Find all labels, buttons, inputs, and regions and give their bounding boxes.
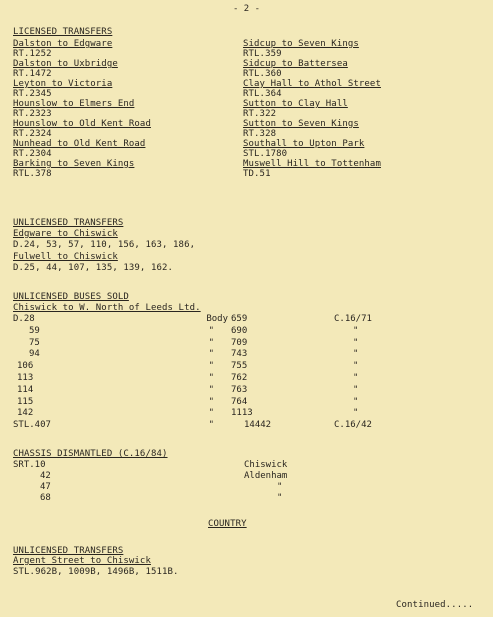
sold-chassis: STL.407 <box>13 420 51 431</box>
sold-code: C.16/71 <box>334 314 372 324</box>
sold-code: " <box>353 361 359 372</box>
transfer-vehicle: RTL.359 <box>243 49 282 59</box>
buses-sold-code-column <box>334 314 394 432</box>
sold-chassis: 114 <box>17 384 34 395</box>
transfer-vehicles: D.25, 44, 107, 135, 139, 162. <box>13 263 174 273</box>
transfer-entry <box>243 39 381 59</box>
dismantled-chassis-column <box>13 460 73 504</box>
dismantled-chassis: 42 <box>40 471 51 481</box>
transfer-route: Muswell Hill to Tottenham <box>243 159 381 169</box>
dismantled-location-column <box>244 460 334 504</box>
transfer-route: Nunhead to Old Kent Road <box>13 139 146 149</box>
dismantled-chassis: SRT.10 <box>13 460 46 470</box>
transfer-vehicle: RT.2345 <box>13 89 52 99</box>
transfer-entry <box>13 59 151 79</box>
sold-body-label: " <box>208 361 214 372</box>
country-transfer-route: Argent Street to Chiswick <box>13 556 151 566</box>
transfer-vehicle: RT.1472 <box>13 69 52 79</box>
licensed-transfers-right <box>243 39 381 179</box>
licensed-transfers-heading: LICENSED TRANSFERS <box>13 27 113 37</box>
sold-body-number: 763 <box>231 384 248 395</box>
unlicensed-transfers-heading: UNLICENSED TRANSFERS <box>13 218 124 228</box>
sold-body-number: 762 <box>231 372 248 383</box>
sold-chassis: 59 <box>29 325 40 336</box>
sold-body-number: 755 <box>231 361 248 372</box>
sold-chassis: 115 <box>17 396 34 407</box>
sold-body-number: 743 <box>231 349 248 360</box>
transfer-vehicle: STL.1780 <box>243 149 288 159</box>
transfer-vehicle: TD.51 <box>243 169 271 179</box>
country-heading: COUNTRY <box>208 519 247 529</box>
sold-body-number: 764 <box>231 396 248 407</box>
transfer-entry <box>243 119 381 139</box>
transfer-vehicle: RT.1252 <box>13 49 52 59</box>
sold-body-label: " <box>208 337 214 348</box>
transfer-vehicle: RT.2323 <box>13 109 52 119</box>
transfer-route: Barking to Seven Kings <box>13 159 135 169</box>
sold-chassis: 142 <box>17 408 34 419</box>
country-transfer-vehicles: STL.962B, 1009B, 1496B, 1511B. <box>13 567 179 577</box>
dismantled-location: Aldenham <box>244 471 288 481</box>
transfer-route: Leyton to Victoria <box>13 79 113 89</box>
sold-body-number: 690 <box>231 325 248 336</box>
transfer-route: Sutton to Seven Kings <box>243 119 359 129</box>
transfer-route: Sidcup to Battersea <box>243 59 348 69</box>
transfer-entry <box>13 39 151 59</box>
transfer-vehicle: RT.2324 <box>13 129 52 139</box>
buses-sold-chassis-column <box>13 314 73 432</box>
transfer-route: Southall to Upton Park <box>243 139 365 149</box>
sold-body-number: 14442 <box>244 420 272 431</box>
buses-sold-subheading: Chiswick to W. North of Leeds Ltd. <box>13 303 201 313</box>
sold-body-number: 1113 <box>231 408 253 419</box>
buses-sold-body-column <box>231 314 281 432</box>
sold-body-label: " <box>208 372 214 383</box>
sold-code: " <box>353 337 359 348</box>
continued-note: Continued..... <box>396 600 474 610</box>
transfer-route: Dalston to Edgware <box>13 39 113 49</box>
transfer-entry <box>243 59 381 79</box>
transfer-vehicle: RT.328 <box>243 129 277 139</box>
unlicensed-transfers-list <box>13 229 195 273</box>
sold-body-label: " <box>208 384 214 395</box>
sold-chassis: D.28 <box>13 314 35 324</box>
transfer-entry <box>243 139 381 159</box>
sold-chassis: 106 <box>17 361 34 372</box>
buses-sold-label-column <box>196 314 228 432</box>
transfer-vehicle: RT.2304 <box>13 149 52 159</box>
transfer-route: Hounslow to Elmers End <box>13 99 135 109</box>
sold-chassis: 94 <box>29 349 40 360</box>
transfer-entry <box>13 79 151 99</box>
chassis-dismantled-heading: CHASSIS DISMANTLED (C.16/84) <box>13 449 168 459</box>
sold-body-number: 709 <box>231 337 248 348</box>
sold-code: " <box>353 372 359 383</box>
country-unlicensed-heading: UNLICENSED TRANSFERS <box>13 546 124 556</box>
sold-body-label: Body <box>206 314 228 324</box>
transfer-entry <box>13 99 151 119</box>
transfer-vehicles: D.24, 53, 57, 110, 156, 163, 186, <box>13 240 196 250</box>
transfer-entry <box>13 139 151 159</box>
sold-code: " <box>353 408 359 419</box>
sold-chassis: 75 <box>29 337 40 348</box>
sold-body-label: " <box>208 408 214 419</box>
sold-body-label: " <box>208 325 214 336</box>
sold-code: " <box>353 349 359 360</box>
transfer-entry <box>13 119 151 139</box>
sold-code: C.16/42 <box>334 420 372 431</box>
sold-body-label: " <box>208 420 214 431</box>
transfer-entry <box>243 99 381 119</box>
transfer-route: Clay Hall to Athol Street <box>243 79 381 89</box>
transfer-entry <box>243 159 381 179</box>
page-number: - 2 - <box>232 4 261 14</box>
dismantled-location: " <box>277 482 283 492</box>
sold-body-number: 659 <box>231 314 248 324</box>
sold-chassis: 113 <box>17 372 34 383</box>
transfer-route: Sutton to Clay Hall <box>243 99 348 109</box>
sold-code: " <box>353 396 359 407</box>
buses-sold-heading: UNLICENSED BUSES SOLD <box>13 292 129 302</box>
transfer-vehicle: RTL.364 <box>243 89 282 99</box>
sold-code: " <box>353 325 359 336</box>
transfer-vehicle: RT.322 <box>243 109 277 119</box>
dismantled-chassis: 68 <box>40 493 51 503</box>
transfer-route: Sidcup to Seven Kings <box>243 39 359 49</box>
transfer-vehicle: RTL.378 <box>13 169 52 179</box>
transfer-entry <box>13 159 151 179</box>
sold-body-label: " <box>208 396 214 407</box>
dismantled-location: " <box>277 493 283 503</box>
licensed-transfers-left <box>13 39 151 179</box>
transfer-vehicle: RTL.360 <box>243 69 282 79</box>
transfer-route: Hounslow to Old Kent Road <box>13 119 151 129</box>
dismantled-location: Chiswick <box>244 460 288 470</box>
transfer-route: Dalston to Uxbridge <box>13 59 118 69</box>
transfer-route: Edgware to Chiswick <box>13 229 118 239</box>
sold-code: " <box>353 384 359 395</box>
sold-body-label: " <box>208 349 214 360</box>
transfer-entry <box>243 79 381 99</box>
transfer-route: Fulwell to Chiswick <box>13 252 118 262</box>
dismantled-chassis: 47 <box>40 482 51 492</box>
